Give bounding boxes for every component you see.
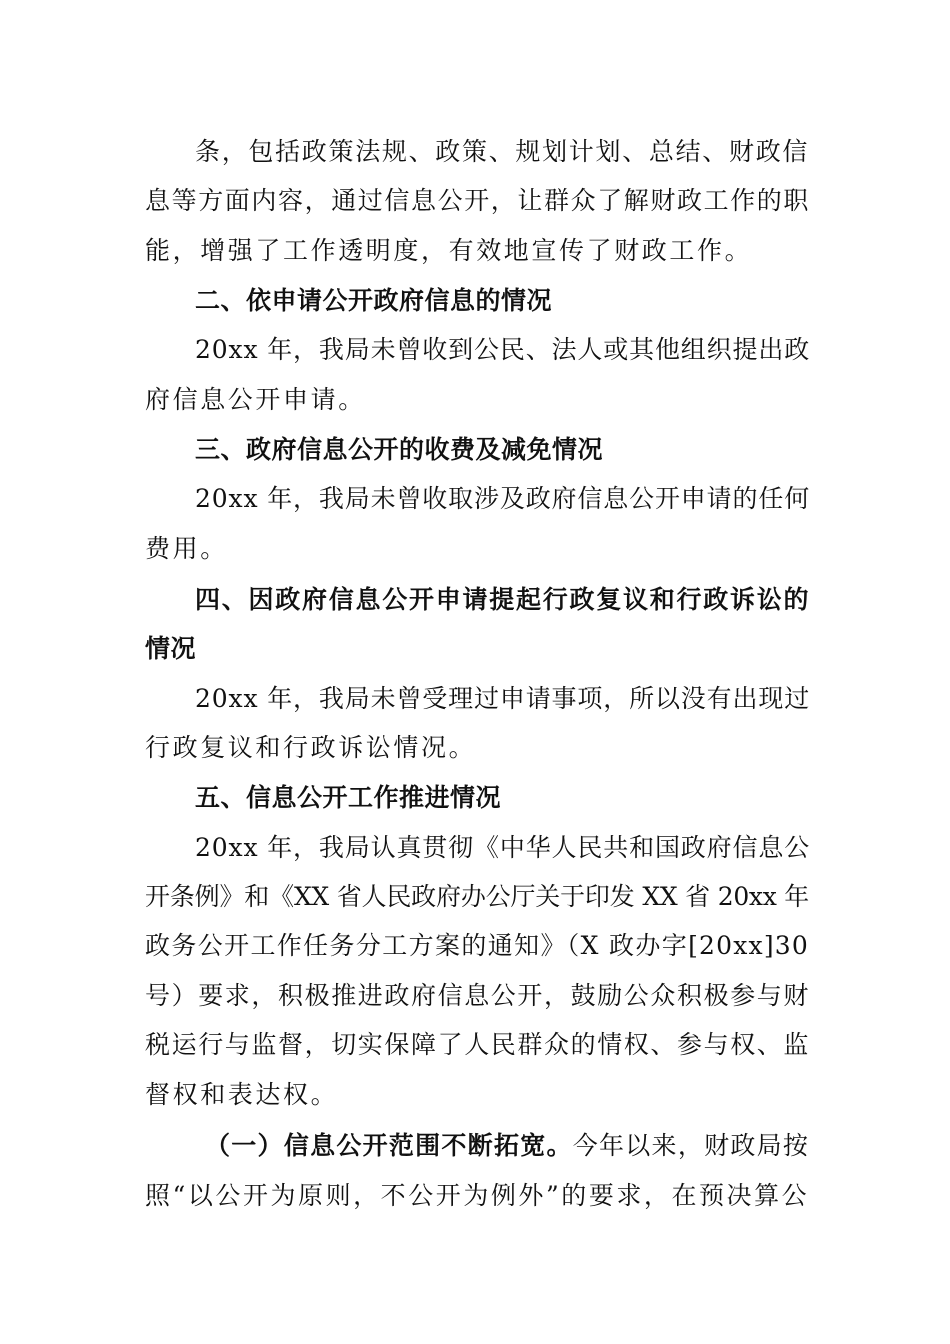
paragraph-line: 费用。	[145, 534, 228, 563]
section-heading: 三、政府信息公开的收费及减免情况	[195, 435, 604, 464]
section-heading: 四、因政府信息公开申请提起行政复议和行政诉讼的	[195, 585, 809, 614]
paragraph-text: 今年以来，财政局按	[572, 1131, 809, 1160]
paragraph-line: 开条例》和《XX 省人民政府办公厅关于印发 XX 省 20xx 年	[145, 882, 809, 911]
paragraph-line: 20xx 年，我局未曾收取涉及政府信息公开申请的任何	[195, 484, 811, 513]
paragraph-line: 税运行与监督，切实保障了人民群众的情权、参与权、监	[145, 1030, 811, 1059]
paragraph-line: 府信息公开申请。	[145, 385, 366, 414]
paragraph-line: 督权和表达权。	[145, 1080, 339, 1109]
paragraph-line: 20xx 年，我局未曾收到公民、法人或其他组织提出政	[195, 335, 811, 364]
paragraph-line: 政务公开工作任务分工方案的通知》（X 政办字[20xx]30	[145, 931, 809, 960]
paragraph-line	[205, 1131, 809, 1161]
paragraph-line: 行政复议和行政诉讼情况。	[145, 733, 477, 762]
paragraph-line: 号）要求，积极推进政府信息公开，鼓励公众积极参与财	[145, 981, 811, 1010]
paragraph-line: 照“以公开为原则，不公开为例外”的要求，在预决算公	[145, 1181, 809, 1210]
paragraph-line: 20xx 年，我局认真贯彻《中华人民共和国政府信息公	[195, 833, 811, 862]
paragraph-line: 条，包括政策法规、政策、规划计划、总结、财政信	[195, 137, 809, 166]
section-heading: 五、信息公开工作推进情况	[195, 783, 502, 812]
section-heading: 情况	[145, 634, 197, 663]
section-heading: 二、依申请公开政府信息的情况	[195, 286, 553, 315]
paragraph-line: 20xx 年，我局未曾受理过申请事项，所以没有出现过	[195, 684, 811, 713]
subsection-lead: （一）信息公开范围不断拓宽。	[205, 1131, 573, 1160]
paragraph-line: 能，增强了工作透明度，有效地宣传了财政工作。	[145, 236, 753, 265]
paragraph-line: 息等方面内容，通过信息公开，让群众了解财政工作的职	[145, 186, 811, 215]
